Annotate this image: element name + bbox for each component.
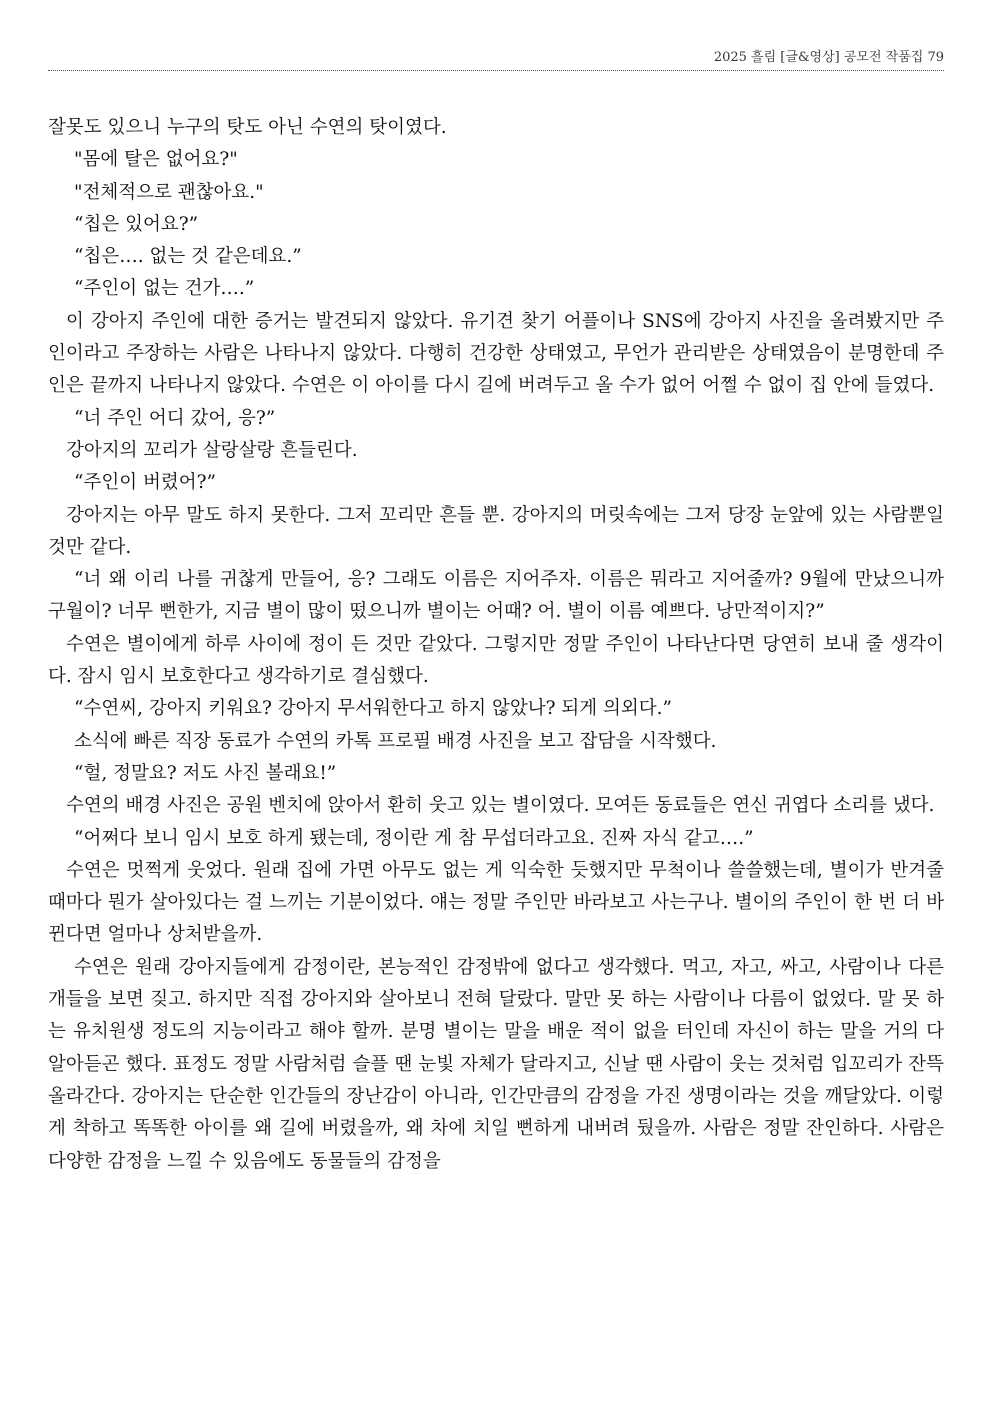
dialogue-line: "전체적으로 괜찮아요." [74,181,264,203]
dialogue-line: “주인이 버렸어?” [74,472,216,494]
paragraph: 강아지는 아무 말도 하지 못한다. 그저 꼬리만 흔들 뿐. 강아지의 머릿속에는 그저 당장 눈앞에 있는 사람뿐일 것만 같다. [48,504,944,558]
dialogue-line: "몸에 탈은 없어요?" [74,149,238,171]
paragraph: 수연은 별이에게 하루 사이에 정이 든 것만 같았다. 그렇지만 정말 주인이 나타난다면 당연히 보내 줄 생각이다. 잠시 임시 보호한다고 생각하기로 결심했다. [48,633,945,688]
paragraph: 소식에 빠른 직장 동료가 수연의 카톡 프로필 배경 사진을 보고 잡담을 시작했다. [74,730,717,752]
dialogue-line: “어쩌다 보니 임시 보호 하게 됐는데, 정이란 게 참 무섭더라고요. 진짜 자식 같고….” [74,827,754,849]
dialogue-line: “칩은…. 없는 것 같은데요.” [74,246,302,268]
page-header [48,38,944,71]
dialogue-line: “수연씨, 강아지 키워요? 강아지 무서워한다고 하지 않았나? 되게 의외다.” [74,698,672,720]
paragraph: 수연은 원래 강아지들에게 감정이란, 본능적인 감정밖에 없다고 생각했다. 먹고, 자고, 싸고, 사람이나 다른 개들을 보면 짖고. 하지만 직접 강아지와 살아보니 전혀 달랐다. 말만 못 하는 사람이나 다름이 없었다. 말 못 하는 유치원생 정도의 지능이라고 해야 할까. 분명 별이는 말을 배운 적이 없을 터인데 자신이 하는 말을 거의 다 알아듣곤 했다. 표정도 정말 사람처럼 슬플 땐 눈빛 자체가 달라지고, 신날 땐 사람이 웃는 것처럼 입꼬리가 잔뜩 올라간다. 강아지는 단순한 인간들의 장난감이 아니라, 인간만큼의 감정을 가진 생명이라는 것을 깨달았다. 이렇게 착하고 똑똑한 아이를 왜 길에 버렸을까, 왜 차에 치일 뻔하게 내버려 뒀을까. 사람은 정말 잔인하다. 사람은 다양한 감정을 느낄 수 있음에도 동물들의 감정을 [48,956,944,1172]
paragraph: 잘못도 있으니 누구의 탓도 아닌 수연의 탓이였다. [48,117,447,138]
dialogue-line: “너 왜 이리 나를 귀찮게 만들어, 응? 그래도 이름은 지어주자. 이름은 뭐라고 지어줄까? 9월에 만났으니까 구월이? 너무 뻔한가, 지금 별이 많이 떴으니까 별이는 어때? 어. 별이 이름 예쁘다. 낭만적이지?” [48,569,944,623]
paragraph: 이 강아지 주인에 대한 증거는 발견되지 않았다. 유기견 찾기 어플이나 SNS에 강아지 사진을 올려봤지만 주인이라고 주장하는 사람은 나타나지 않았다. 다행히 건강한 상태였고, 무언가 관리받은 상태였음이 분명한데 주인은 끝까지 나타나지 않았다. 수연은 이 아이를 다시 길에 버려두고 올 수가 없어 어쩔 수 없이 집 안에 들였다. [48,310,944,397]
dialogue-line: “칩은 있어요?” [74,213,199,235]
paragraph: 수연의 배경 사진은 공원 벤치에 앉아서 환히 웃고 있는 별이였다. 모여든 동료들은 연신 귀엽다 소리를 냈다. [66,795,935,817]
paragraph: 강아지의 꼬리가 살랑살랑 흔들린다. [66,439,358,461]
story-body [48,112,944,1178]
dialogue-line: “너 주인 어디 갔어, 응?” [74,407,276,429]
running-head: 2025 흘림 [글&영상] 공모전 작품집 79 [713,50,944,65]
dialogue-line: “헐, 정말요? 저도 사진 볼래요!” [74,762,337,784]
paragraph: 수연은 멋쩍게 웃었다. 원래 집에 가면 아무도 없는 게 익숙한 듯했지만 무척이나 쓸쓸했는데, 별이가 반겨줄 때마다 뭔가 살아있다는 걸 느끼는 기분이었다. 얘는 정말 주인만 바라보고 사는구나. 별이의 주인이 한 번 더 바뀐다면 얼마나 상처받을까. [48,859,944,946]
dialogue-line: “주인이 없는 건가….” [74,278,255,300]
